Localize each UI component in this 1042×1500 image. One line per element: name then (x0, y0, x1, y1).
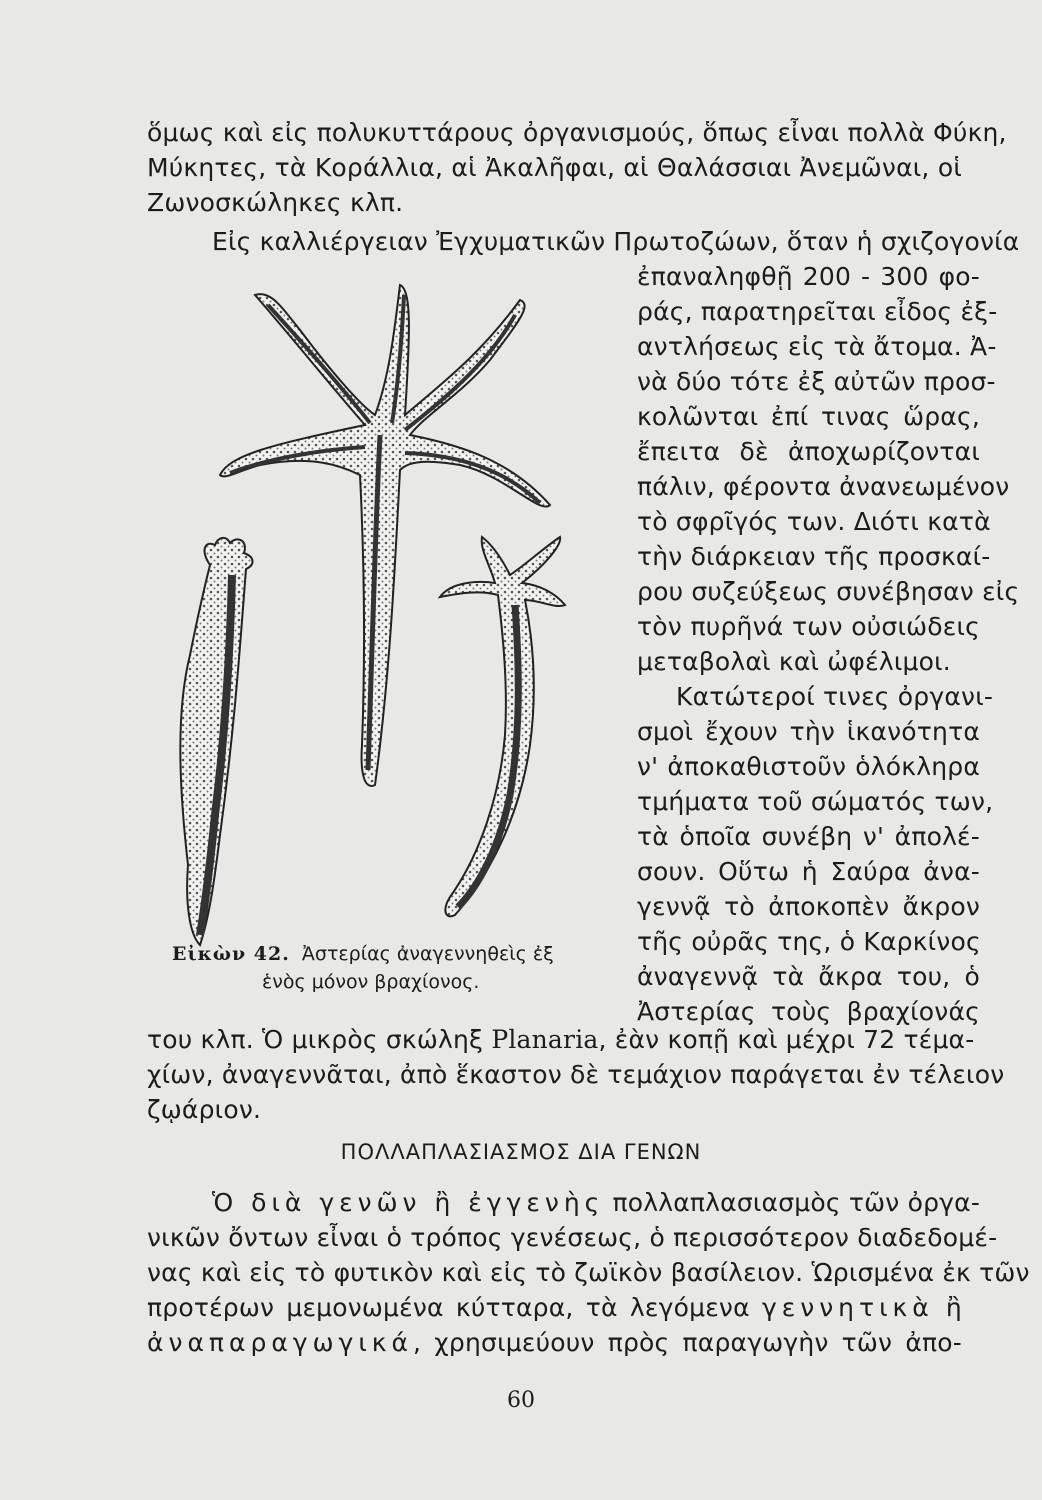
column-line: τὸν πυρῆνά των οὐσιώδεις (637, 612, 980, 641)
section-heading: ΠΟΛΛΑΠΛΑΣΙΑΣΜΟΣ ΔΙΑ ΓΕΝΩΝ (340, 1140, 702, 1164)
column-line: τὸ σφρῖγός των. Διότι κατὰ (637, 507, 991, 536)
column-line: νὰ δύο τότε ἐξ αὐτῶν προσ- (637, 367, 996, 396)
caption-text: Ἀστερίας ἀναγεννηθεὶς ἐξ (301, 943, 554, 965)
column-line: τὰ ὁποῖα συνέβη ν' ἀπολέ- (637, 822, 980, 851)
text-line: Εἰς καλλιέργειαν Ἐγχυματικῶν Πρωτοζώων, ὅταν ἡ σχιζογονία (212, 227, 1020, 256)
spaced-term: Ὁ διὰ γενῶν ἢ ἐγγενὴς (212, 1188, 605, 1217)
column-line: τμήματα τοῦ σώματός των, (637, 787, 994, 816)
page-number: 60 (507, 1388, 535, 1413)
column-line: ἐπαναληφθῇ 200 - 300 φο- (637, 262, 980, 291)
caption-text: ἑνὸς μόνον βραχίονος. (262, 971, 480, 993)
column-line: σμοὶ ἔχουν τὴν ἱκανότητα (637, 717, 980, 746)
column-line: αντλήσεως εἰς τὰ ἄτομα. Ἀ- (637, 332, 997, 361)
caption-label: Εἰκὼν 42. (172, 943, 290, 965)
text-line: Μύκητες, τὰ Κοράλλια, αἱ Ἀκαλῆφαι, αἱ Θαλάσσιαι Ἀνεμῶναι, οἱ (147, 153, 962, 182)
spaced-term: ἀναπαραγωγικά (147, 1328, 414, 1357)
text-line: ἀναπαραγωγικά, χρησιμεύουν πρὸς παραγωγὴν τῶν ἀπο- (147, 1328, 962, 1357)
figure-caption (172, 942, 554, 966)
starfish-right (440, 537, 565, 916)
spaced-term: γεννητικὰ (761, 1293, 934, 1322)
column-line: μεταβολαὶ καὶ ὠφέλιμοι. (637, 647, 951, 676)
column-line: ν' ἀποκαθιστοῦν ὁλόκληρα (637, 752, 980, 781)
starfish-large (220, 285, 550, 786)
text-line: νας καὶ εἰς τὸ φυτικὸν καὶ εἰς τὸ ζωϊκὸν βασίλειον. Ὡρισμένα ἐκ τῶν (147, 1258, 1030, 1287)
column-line: τὴν διάρκειαν τῆς προσκαί- (637, 542, 991, 571)
starfish-left (180, 538, 252, 945)
column-line: ἀναγεννᾷ τὰ ἄκρα του, ὁ (637, 962, 980, 991)
text-line: ζῳάριον. (147, 1095, 262, 1124)
text-line: προτέρων μεμονωμένα κύτταρα, τὰ λεγόμενα γεννητικὰ ἢ (147, 1293, 962, 1322)
column-line: ρου συζεύξεως συνέβησαν εἰς (637, 577, 1020, 606)
column-line: κολῶνται ἐπί τινας ὥρας, (637, 402, 980, 431)
text-line: χίων, ἀναγεννᾶται, ἀπὸ ἕκαστον δὲ τεμάχιον παράγεται ἐν τέλειον (147, 1060, 1005, 1089)
column-line: τῆς οὐρᾶς της, ὁ Καρκίνος (637, 927, 981, 956)
text-line: ὅμως καὶ εἰς πολυκυττάρους ὀργανισμούς, ὅπως εἶναι πολλὰ Φύκη, (147, 118, 1007, 147)
starfish-illustration (160, 275, 620, 955)
text-line: νικῶν ὄντων εἶναι ὁ τρόπος γενέσεως, ὁ περισσότερον διαδεδομέ- (147, 1223, 998, 1252)
column-line: σουν. Οὕτω ἡ Σαύρα ἀνα- (637, 857, 980, 886)
latin-name: Planaria (491, 1025, 599, 1054)
column-line: ἔπειτα δὲ ἀποχωρίζονται (637, 437, 980, 466)
column-line: πάλιν, φέροντα ἀνανεωμένον (637, 472, 1010, 501)
column-line: Κατώτεροί τινες ὀργανι- (676, 682, 994, 711)
column-line: Ἀστερίας τοὺς βραχίονάς (637, 997, 980, 1026)
text-line: Ζωνοσκώληκες κλπ. (147, 188, 404, 217)
text-line: Ὁ διὰ γενῶν ἢ ἐγγενὴς πολλαπλασιασμὸς τῶν ὀργα- (212, 1188, 981, 1217)
text-line: του κλπ. Ὁ μικρὸς σκώληξ Planaria, ἐὰν κοπῇ καὶ μέχρι 72 τέμα- (147, 1025, 975, 1054)
column-line: γεννᾷ τὸ ἀποκοπὲν ἄκρον (637, 892, 980, 921)
column-line: ράς, παρατηρεῖται εἶδος ἐξ- (637, 297, 998, 326)
